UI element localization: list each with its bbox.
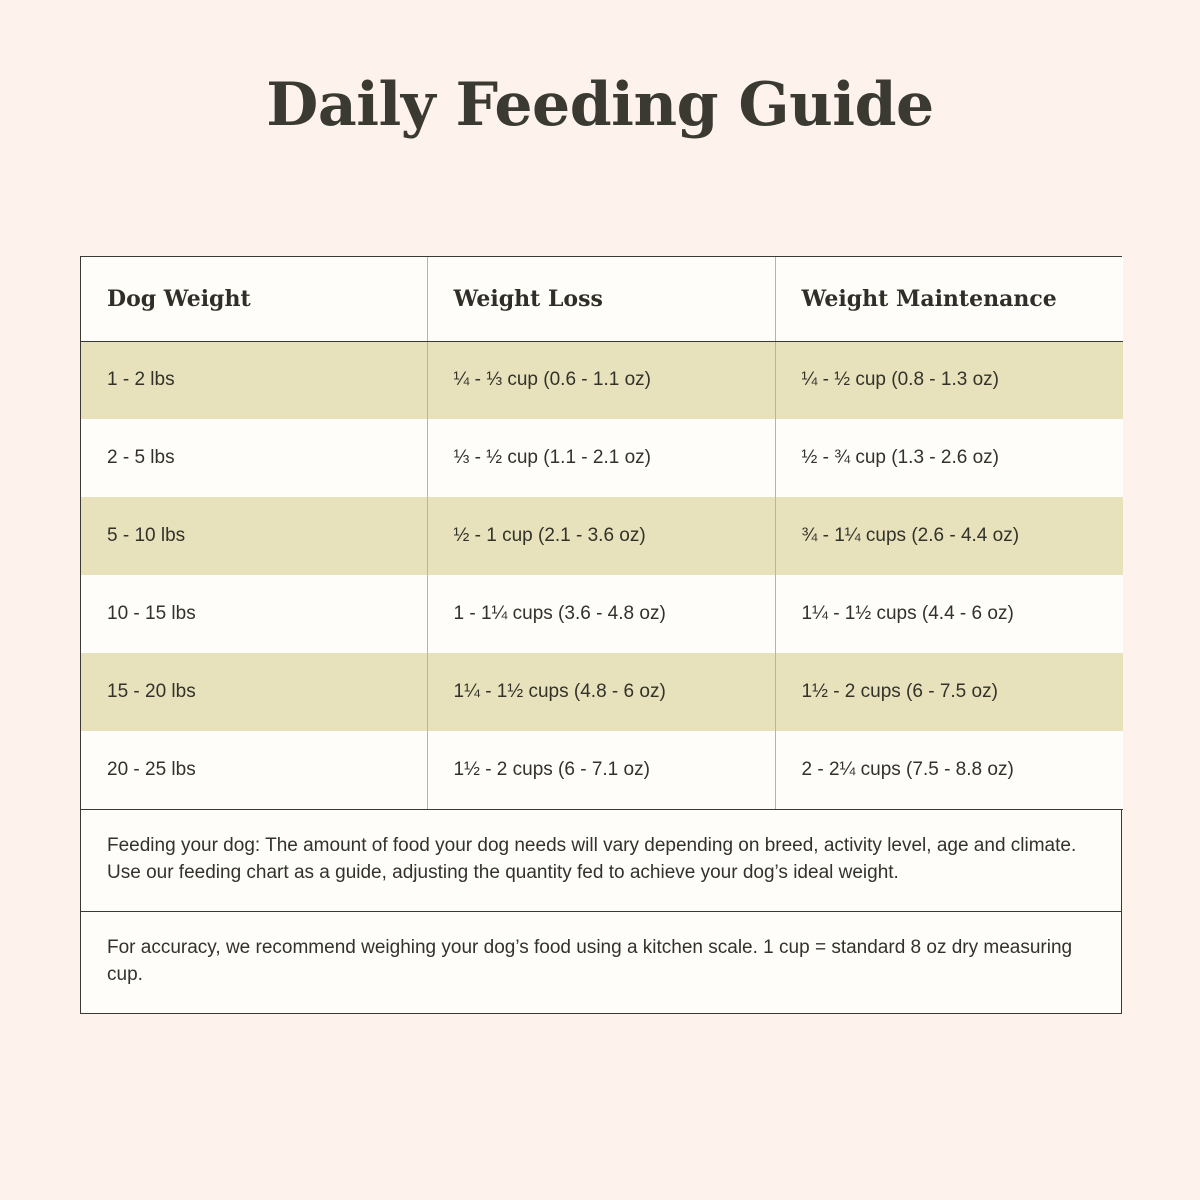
table-row: [81, 731, 1123, 809]
cell-weight-loss: 1 - 1¼ cups (3.6 - 4.8 oz): [427, 575, 775, 653]
accuracy-note: For accuracy, we recommend weighing your dog’s food using a kitchen scale. 1 cup = standard 8 oz dry measuring cup.: [81, 912, 1121, 1013]
cell-dog-weight: 2 - 5 lbs: [81, 419, 427, 497]
cell-weight-loss: ⅓ - ½ cup (1.1 - 2.1 oz): [427, 419, 775, 497]
table-row: [81, 419, 1123, 497]
table-row: [81, 497, 1123, 575]
page-title: Daily Feeding Guide: [266, 70, 934, 140]
cell-dog-weight: 5 - 10 lbs: [81, 497, 427, 575]
table-body: [81, 341, 1123, 809]
cell-weight-maintenance: ¾ - 1¼ cups (2.6 - 4.4 oz): [775, 497, 1123, 575]
cell-weight-maintenance: 2 - 2¼ cups (7.5 - 8.8 oz): [775, 731, 1123, 809]
column-header-weight-loss: Weight Loss: [427, 257, 775, 341]
cell-weight-loss: ¼ - ⅓ cup (0.6 - 1.1 oz): [427, 341, 775, 419]
table-row: [81, 575, 1123, 653]
cell-dog-weight: 15 - 20 lbs: [81, 653, 427, 731]
table-header: [81, 257, 1123, 341]
column-header-dog-weight: Dog Weight: [81, 257, 427, 341]
cell-weight-maintenance: ½ - ¾ cup (1.3 - 2.6 oz): [775, 419, 1123, 497]
table-row: [81, 341, 1123, 419]
cell-weight-maintenance: 1½ - 2 cups (6 - 7.5 oz): [775, 653, 1123, 731]
feeding-table-container: [80, 256, 1122, 1014]
cell-dog-weight: 1 - 2 lbs: [81, 341, 427, 419]
cell-dog-weight: 10 - 15 lbs: [81, 575, 427, 653]
cell-dog-weight: 20 - 25 lbs: [81, 731, 427, 809]
cell-weight-loss: 1½ - 2 cups (6 - 7.1 oz): [427, 731, 775, 809]
cell-weight-loss: ½ - 1 cup (2.1 - 3.6 oz): [427, 497, 775, 575]
table-header-row: [81, 257, 1123, 341]
feeding-table: [81, 257, 1123, 810]
table-row: [81, 653, 1123, 731]
feeding-note: Feeding your dog: The amount of food your dog needs will vary depending on breed, activity level, age and climate. Use our feeding chart as a guide, adjusting the quantity fed to achieve your dog’s ideal weight.: [81, 810, 1121, 912]
column-header-weight-maintenance: Weight Maintenance: [775, 257, 1123, 341]
cell-weight-maintenance: ¼ - ½ cup (0.8 - 1.3 oz): [775, 341, 1123, 419]
cell-weight-loss: 1¼ - 1½ cups (4.8 - 6 oz): [427, 653, 775, 731]
cell-weight-maintenance: 1¼ - 1½ cups (4.4 - 6 oz): [775, 575, 1123, 653]
